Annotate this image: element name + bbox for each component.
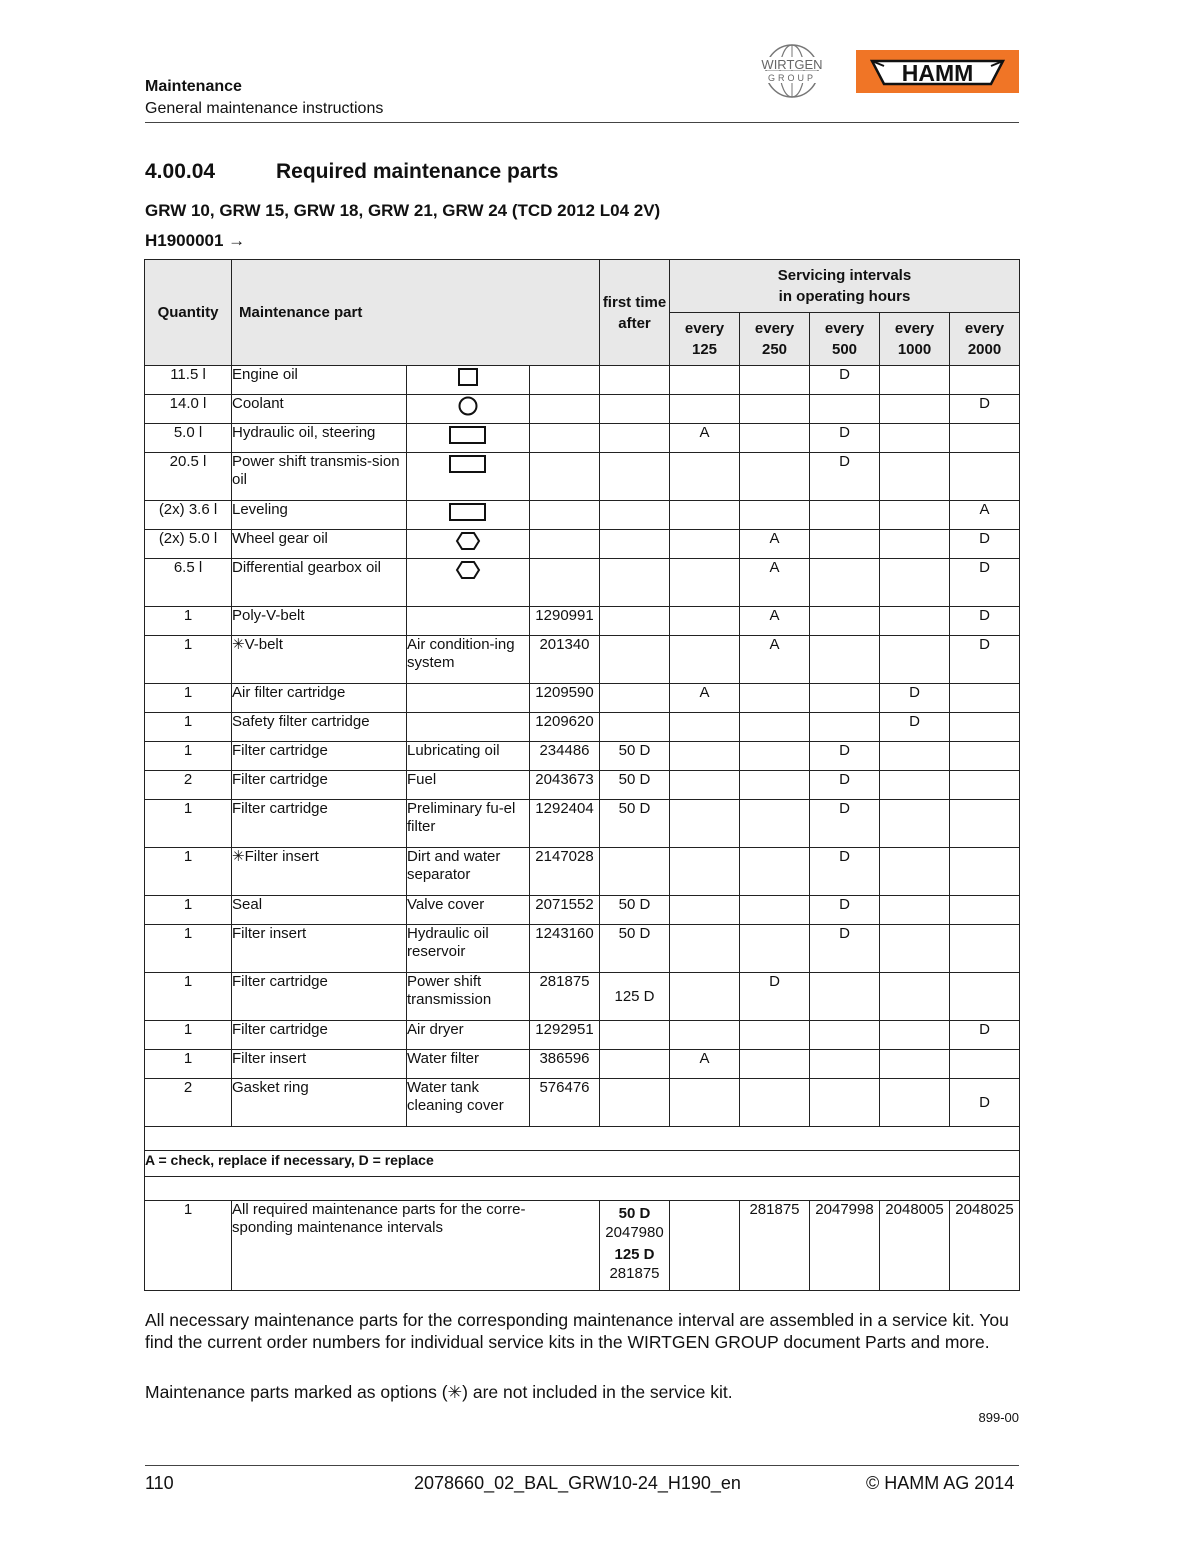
- row-interval-500: D: [810, 925, 880, 973]
- kit-description: All required maintenance parts for the corre-sponding maintenance intervals: [232, 1201, 600, 1291]
- row-part: ✳V-belt: [232, 636, 407, 684]
- row-quantity: 1: [145, 848, 232, 896]
- row-quantity: 11.5 l: [145, 366, 232, 395]
- row-component: [407, 713, 530, 742]
- table-row: [145, 424, 1020, 453]
- row-first-service: 50 D: [600, 742, 670, 771]
- row-interval-250: D: [740, 973, 810, 1021]
- row-quantity: 1: [145, 636, 232, 684]
- kit-first-b-number: 281875: [609, 1265, 660, 1282]
- row-interval-1000: [880, 636, 950, 684]
- row-interval-250: A: [740, 636, 810, 684]
- row-first-service: [600, 1050, 670, 1079]
- row-interval-500: [810, 559, 880, 607]
- row-interval-500: D: [810, 771, 880, 800]
- row-interval-500: D: [810, 848, 880, 896]
- row-first-service: [600, 848, 670, 896]
- row-quantity: 1: [145, 800, 232, 848]
- row-interval-125: [670, 800, 740, 848]
- row-component: Dirt and water separator: [407, 848, 530, 896]
- interval-header: [950, 313, 1020, 366]
- row-first-service: [600, 559, 670, 607]
- interval-header: [880, 313, 950, 366]
- row-symbol: [407, 424, 530, 453]
- row-interval-250: [740, 1079, 810, 1127]
- row-interval-250: [740, 395, 810, 424]
- interval-header-hours: 2000: [967, 341, 1002, 358]
- row-interval-250: [740, 453, 810, 501]
- intervals-title-line1: Servicing intervals: [777, 267, 912, 284]
- row-interval-2000: [950, 453, 1020, 501]
- row-interval-125: A: [670, 684, 740, 713]
- kit-interval-125: [670, 1201, 740, 1291]
- row-interval-125: [670, 636, 740, 684]
- row-interval-2000: [950, 800, 1020, 848]
- row-interval-250: [740, 1050, 810, 1079]
- row-interval-2000: [950, 742, 1020, 771]
- row-interval-2000: A: [950, 501, 1020, 530]
- row-part-number: 2043673: [530, 771, 600, 800]
- row-interval-125: [670, 453, 740, 501]
- maintenance-parts-table: [144, 259, 1020, 1291]
- row-part-number: 201340: [530, 636, 600, 684]
- row-quantity: 2: [145, 1079, 232, 1127]
- row-interval-1000: D: [880, 713, 950, 742]
- row-part: Engine oil: [232, 366, 407, 395]
- row-quantity: (2x) 5.0 l: [145, 530, 232, 559]
- row-interval-250: [740, 848, 810, 896]
- row-interval-125: [670, 366, 740, 395]
- row-interval-2000: [950, 848, 1020, 896]
- table-legend: A = check, replace if necessary, D = replace: [145, 1151, 1020, 1177]
- row-interval-250: A: [740, 607, 810, 636]
- table-row: [145, 395, 1020, 424]
- row-interval-125: [670, 771, 740, 800]
- table-row: [145, 973, 1020, 1021]
- row-interval-2000: [950, 424, 1020, 453]
- row-interval-2000: [950, 925, 1020, 973]
- interval-header-line1: every: [824, 320, 865, 337]
- row-part: Filter cartridge: [232, 1021, 407, 1050]
- row-interval-500: [810, 684, 880, 713]
- section-title: Required maintenance parts: [276, 160, 559, 183]
- row-interval-1000: [880, 453, 950, 501]
- row-interval-250: [740, 742, 810, 771]
- serial-range: H1900001 →: [145, 231, 246, 250]
- row-quantity: 1: [145, 1021, 232, 1050]
- row-part-number: [530, 530, 600, 559]
- row-part-number: 1243160: [530, 925, 600, 973]
- row-part: Coolant: [232, 395, 407, 424]
- row-first-service: 50 D: [600, 896, 670, 925]
- row-interval-2000: [950, 366, 1020, 395]
- row-quantity: 1: [145, 713, 232, 742]
- row-interval-2000: D: [950, 607, 1020, 636]
- row-interval-2000: [950, 684, 1020, 713]
- row-first-service: [600, 395, 670, 424]
- row-component: Valve cover: [407, 896, 530, 925]
- row-component: Preliminary fu-el filter: [407, 800, 530, 848]
- row-interval-125: A: [670, 1050, 740, 1079]
- row-interval-125: [670, 713, 740, 742]
- hamm-logo: [856, 50, 1019, 93]
- table-row: [145, 1021, 1020, 1050]
- row-first-service: [600, 713, 670, 742]
- row-part-number: 576476: [530, 1079, 600, 1127]
- kit-interval-250: 281875: [740, 1201, 810, 1291]
- kit-first-a-label: 50 D: [618, 1205, 651, 1222]
- row-interval-1000: [880, 395, 950, 424]
- row-interval-1000: [880, 559, 950, 607]
- wirtgen-logo-subtext: GROUP: [767, 73, 817, 83]
- kit-first-service: [600, 1201, 670, 1291]
- row-part: Poly-V-belt: [232, 607, 407, 636]
- header-divider: [145, 122, 1019, 123]
- row-interval-1000: [880, 607, 950, 636]
- row-part-number: 386596: [530, 1050, 600, 1079]
- row-interval-1000: [880, 1079, 950, 1127]
- row-interval-1000: [880, 771, 950, 800]
- wirtgen-logo-text: WIRTGEN: [761, 57, 823, 72]
- row-part: Filter insert: [232, 925, 407, 973]
- table-row: [145, 925, 1020, 973]
- kit-quantity: 1: [145, 1201, 232, 1291]
- row-interval-2000: [950, 896, 1020, 925]
- row-interval-125: [670, 1021, 740, 1050]
- row-quantity: 20.5 l: [145, 453, 232, 501]
- table-row: [145, 800, 1020, 848]
- row-part-number: 1292404: [530, 800, 600, 848]
- table-row: [145, 559, 1020, 607]
- row-interval-2000: D: [950, 1021, 1020, 1050]
- row-first-service: 50 D: [600, 771, 670, 800]
- row-first-service: [600, 1079, 670, 1127]
- row-symbol: [407, 395, 530, 424]
- row-interval-2000: [950, 771, 1020, 800]
- row-interval-1000: [880, 424, 950, 453]
- row-part-number: 1209590: [530, 684, 600, 713]
- row-interval-125: [670, 848, 740, 896]
- interval-header-line1: every: [684, 320, 725, 337]
- row-part: Differential gearbox oil: [232, 559, 407, 607]
- kit-interval-2000: 2048025: [950, 1201, 1020, 1291]
- row-interval-2000: [950, 973, 1020, 1021]
- row-part: Air filter cartridge: [232, 684, 407, 713]
- row-symbol: [407, 453, 530, 501]
- row-interval-2000: D: [950, 559, 1020, 607]
- row-interval-125: [670, 395, 740, 424]
- oil-square-icon: [456, 366, 480, 388]
- row-first-service: [600, 607, 670, 636]
- row-part-number: [530, 424, 600, 453]
- row-interval-1000: [880, 530, 950, 559]
- row-symbol: [407, 501, 530, 530]
- row-quantity: 6.5 l: [145, 559, 232, 607]
- row-component: Air condition-ing system: [407, 636, 530, 684]
- kit-first-b-label: 125 D: [614, 1246, 655, 1263]
- row-interval-2000: D: [950, 1079, 1020, 1127]
- gear-oil-hexagon-icon: [455, 559, 481, 581]
- row-interval-125: [670, 530, 740, 559]
- row-first-service: [600, 684, 670, 713]
- row-component: [407, 684, 530, 713]
- row-interval-2000: [950, 1050, 1020, 1079]
- row-part-number: 1209620: [530, 713, 600, 742]
- row-interval-500: D: [810, 742, 880, 771]
- row-symbol: [407, 530, 530, 559]
- spacer-row: [145, 1177, 1020, 1201]
- row-part: ✳Filter insert: [232, 848, 407, 896]
- row-part: Filter cartridge: [232, 973, 407, 1021]
- row-interval-1000: [880, 742, 950, 771]
- table-row: [145, 607, 1020, 636]
- kit-interval-1000: 2048005: [880, 1201, 950, 1291]
- table-row: [145, 713, 1020, 742]
- row-interval-125: [670, 559, 740, 607]
- row-part: Safety filter cartridge: [232, 713, 407, 742]
- row-component: Water filter: [407, 1050, 530, 1079]
- row-interval-500: [810, 530, 880, 559]
- row-interval-500: D: [810, 366, 880, 395]
- row-quantity: 1: [145, 684, 232, 713]
- row-symbol: [407, 559, 530, 607]
- table-row: [145, 742, 1020, 771]
- row-interval-2000: D: [950, 636, 1020, 684]
- row-first-service: [600, 1021, 670, 1050]
- row-component: Fuel: [407, 771, 530, 800]
- spacer-row: [145, 1127, 1020, 1151]
- row-interval-1000: [880, 501, 950, 530]
- note-options: Maintenance parts marked as options (✳) are not included in the service kit.: [145, 1382, 733, 1402]
- row-interval-500: [810, 713, 880, 742]
- row-interval-500: D: [810, 800, 880, 848]
- row-part: Filter insert: [232, 1050, 407, 1079]
- row-interval-250: [740, 925, 810, 973]
- row-interval-1000: [880, 925, 950, 973]
- row-interval-1000: [880, 1021, 950, 1050]
- col-header-first: first time after: [600, 260, 670, 366]
- row-interval-500: [810, 395, 880, 424]
- oil-rectangle-icon: [448, 424, 488, 446]
- row-interval-250: [740, 713, 810, 742]
- table-row: [145, 684, 1020, 713]
- row-component: Hydraulic oil reservoir: [407, 925, 530, 973]
- row-quantity: 5.0 l: [145, 424, 232, 453]
- row-component: Water tank cleaning cover: [407, 1079, 530, 1127]
- row-interval-1000: [880, 1050, 950, 1079]
- row-interval-500: D: [810, 453, 880, 501]
- row-part: Power shift transmis-sion oil: [232, 453, 407, 501]
- row-interval-2000: [950, 713, 1020, 742]
- row-quantity: 14.0 l: [145, 395, 232, 424]
- footer-divider: [145, 1465, 1019, 1466]
- row-quantity: 1: [145, 973, 232, 1021]
- interval-header: [810, 313, 880, 366]
- wirtgen-group-logo: [754, 42, 830, 100]
- row-interval-500: [810, 1021, 880, 1050]
- row-component: Power shift transmission: [407, 973, 530, 1021]
- service-kit-row: [145, 1201, 1020, 1291]
- interval-header-hours: 125: [691, 341, 718, 358]
- document-id: 2078660_02_BAL_GRW10-24_H190_en: [414, 1473, 741, 1493]
- row-quantity: 1: [145, 1050, 232, 1079]
- row-interval-250: [740, 424, 810, 453]
- row-interval-500: D: [810, 424, 880, 453]
- row-interval-1000: [880, 800, 950, 848]
- row-part: Leveling: [232, 501, 407, 530]
- note-service-kit: All necessary maintenance parts for the corresponding maintenance interval are assembled in a service kit. You find the current order numbers for individual service kits in the WIRTGEN GROUP document Parts and more.: [145, 1310, 1009, 1352]
- row-part-number: [530, 559, 600, 607]
- row-component: Air dryer: [407, 1021, 530, 1050]
- page-number: 110: [145, 1473, 174, 1493]
- interval-header: [670, 313, 740, 366]
- row-part-number: [530, 395, 600, 424]
- row-interval-500: [810, 636, 880, 684]
- row-part: Gasket ring: [232, 1079, 407, 1127]
- row-interval-1000: [880, 973, 950, 1021]
- col-header-quantity: Quantity: [145, 260, 232, 366]
- row-interval-1000: [880, 896, 950, 925]
- row-quantity: 1: [145, 896, 232, 925]
- row-interval-500: [810, 1079, 880, 1127]
- row-quantity: (2x) 3.6 l: [145, 501, 232, 530]
- row-interval-250: [740, 1021, 810, 1050]
- row-interval-250: [740, 800, 810, 848]
- row-part-number: [530, 501, 600, 530]
- hamm-logo-text: HAMM: [901, 60, 974, 86]
- row-part-number: [530, 453, 600, 501]
- table-row: [145, 530, 1020, 559]
- row-interval-2000: D: [950, 530, 1020, 559]
- row-part: Filter cartridge: [232, 742, 407, 771]
- interval-header-line1: every: [894, 320, 935, 337]
- row-first-service: [600, 453, 670, 501]
- row-interval-1000: D: [880, 684, 950, 713]
- row-interval-125: [670, 973, 740, 1021]
- row-interval-1000: [880, 366, 950, 395]
- col-header-intervals: [670, 260, 1020, 313]
- row-first-service: [600, 501, 670, 530]
- row-interval-125: [670, 1079, 740, 1127]
- row-quantity: 1: [145, 742, 232, 771]
- row-interval-125: [670, 925, 740, 973]
- row-interval-250: [740, 771, 810, 800]
- kit-first-a-number: 2047980: [605, 1224, 664, 1241]
- row-first-service: 125 D: [600, 973, 670, 1021]
- row-part: Seal: [232, 896, 407, 925]
- gear-oil-hexagon-icon: [455, 530, 481, 552]
- row-first-service: [600, 636, 670, 684]
- model-list: GRW 10, GRW 15, GRW 18, GRW 21, GRW 24 (TCD 2012 L04 2V): [145, 201, 661, 220]
- interval-header-hours: 250: [761, 341, 788, 358]
- row-interval-500: D: [810, 896, 880, 925]
- row-interval-125: A: [670, 424, 740, 453]
- copyright: © HAMM AG 2014: [866, 1473, 1015, 1493]
- coolant-circle-icon: [456, 395, 480, 417]
- row-part-number: 2071552: [530, 896, 600, 925]
- row-part-number: 234486: [530, 742, 600, 771]
- interval-header-hours: 500: [831, 341, 858, 358]
- intervals-title-line2: in operating hours: [778, 288, 911, 305]
- header-section: Maintenance: [145, 78, 242, 95]
- row-interval-500: [810, 1050, 880, 1079]
- row-quantity: 2: [145, 771, 232, 800]
- row-quantity: 1: [145, 607, 232, 636]
- table-row: [145, 501, 1020, 530]
- row-interval-250: A: [740, 530, 810, 559]
- interval-header-line1: every: [964, 320, 1005, 337]
- row-part: Filter cartridge: [232, 800, 407, 848]
- row-interval-125: [670, 607, 740, 636]
- row-component: [407, 607, 530, 636]
- reference-code: 899-00: [978, 1410, 1019, 1425]
- table-row: [145, 453, 1020, 501]
- header-subsection: General maintenance instructions: [145, 100, 384, 117]
- row-interval-125: [670, 896, 740, 925]
- row-symbol: [407, 366, 530, 395]
- row-interval-1000: [880, 848, 950, 896]
- row-first-service: [600, 530, 670, 559]
- row-interval-250: [740, 501, 810, 530]
- row-interval-500: [810, 501, 880, 530]
- oil-rectangle-icon: [448, 453, 488, 475]
- row-part-number: 2147028: [530, 848, 600, 896]
- row-interval-250: [740, 684, 810, 713]
- row-part-number: 281875: [530, 973, 600, 1021]
- table-row: [145, 1050, 1020, 1079]
- row-first-service: 50 D: [600, 925, 670, 973]
- row-part: Filter cartridge: [232, 771, 407, 800]
- row-part: Hydraulic oil, steering: [232, 424, 407, 453]
- row-interval-500: [810, 607, 880, 636]
- row-part-number: 1290991: [530, 607, 600, 636]
- table-row: [145, 848, 1020, 896]
- row-part-number: [530, 366, 600, 395]
- row-part-number: 1292951: [530, 1021, 600, 1050]
- table-row: [145, 1079, 1020, 1127]
- row-component: Lubricating oil: [407, 742, 530, 771]
- kit-interval-500: 2047998: [810, 1201, 880, 1291]
- table-row: [145, 771, 1020, 800]
- interval-header: [740, 313, 810, 366]
- row-interval-250: [740, 366, 810, 395]
- row-first-service: 50 D: [600, 800, 670, 848]
- interval-header-hours: 1000: [897, 341, 932, 358]
- row-interval-250: [740, 896, 810, 925]
- row-interval-500: [810, 973, 880, 1021]
- section-number: 4.00.04: [145, 160, 216, 183]
- row-quantity: 1: [145, 925, 232, 973]
- row-first-service: [600, 366, 670, 395]
- row-part: Wheel gear oil: [232, 530, 407, 559]
- row-first-service: [600, 424, 670, 453]
- row-interval-125: [670, 742, 740, 771]
- table-row: [145, 636, 1020, 684]
- interval-header-line1: every: [754, 320, 795, 337]
- table-row: [145, 896, 1020, 925]
- oil-rectangle-icon: [448, 501, 488, 523]
- row-interval-2000: D: [950, 395, 1020, 424]
- row-interval-125: [670, 501, 740, 530]
- row-interval-250: A: [740, 559, 810, 607]
- table-row: [145, 366, 1020, 395]
- col-header-part: Maintenance part: [232, 260, 600, 366]
